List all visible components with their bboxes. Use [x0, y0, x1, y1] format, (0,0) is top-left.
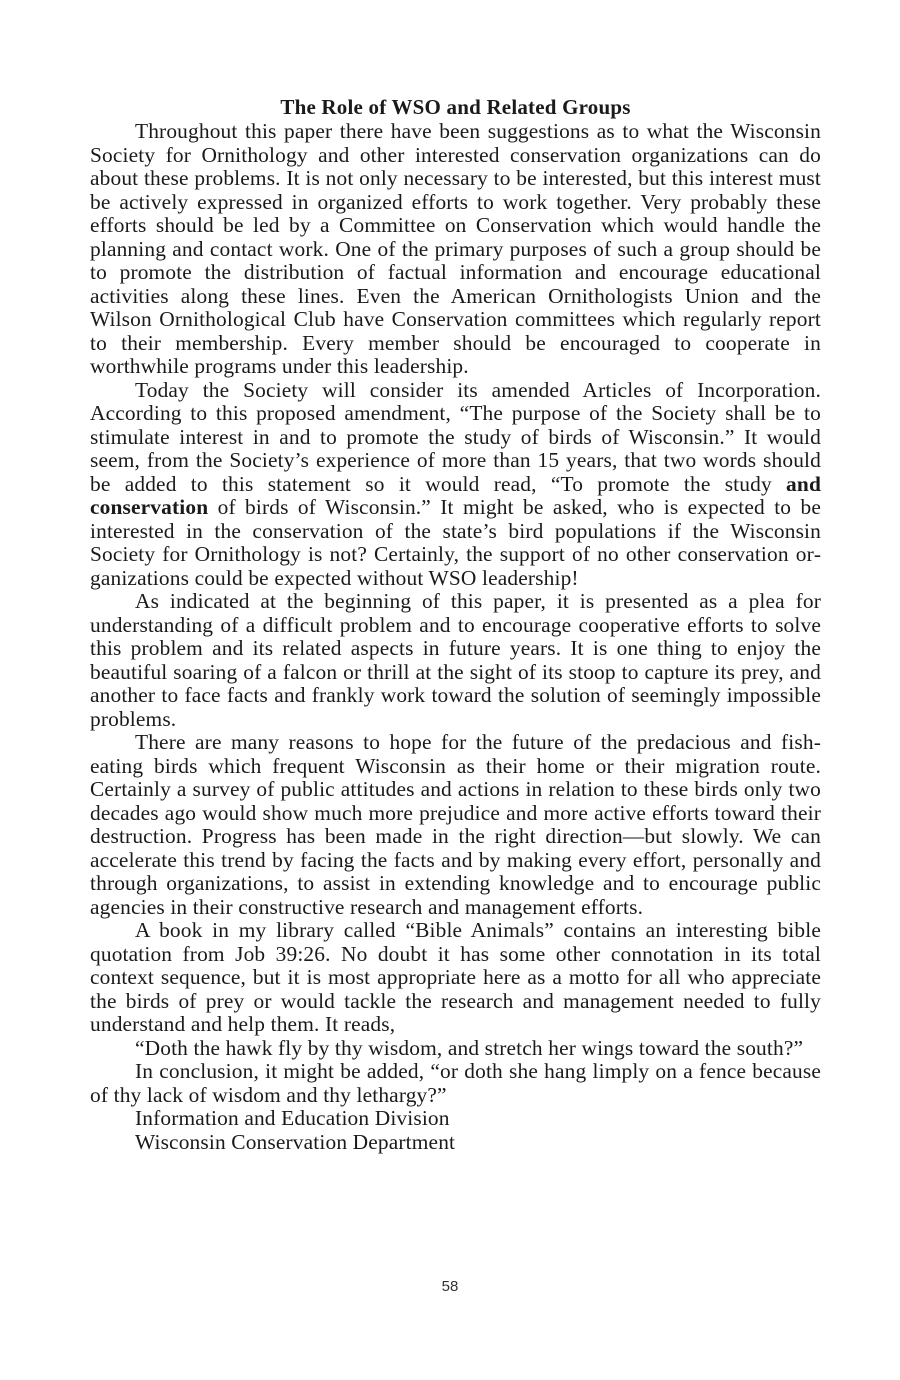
- paragraph-plea-for-understanding: As indicated at the beginning of this paper, it is presented as a plea for understanding of a difficult problem and to encourage cooperative efforts to solve this problem and its related aspects in future years. It is one thing to enjoy the beautiful soaring of a falcon or thrill at the sight of its stoop to capture its prey, and another to face facts and frankly work toward the solution of seemingly impossible problems.: [90, 589, 821, 731]
- paragraph-wso-conservation-committee: Throughout this paper there have been suggestions as to what the Wisconsin Society for Ornithology and other interested conservation organizations can do about these problems. It is not only necessary to be interested, but this interest must be actively expressed in organized efforts to work together. Very probably these efforts should be led by a Committee on Conservation which would handle the planning and contact work. One of the primary purposes of such a group should be to promote the distribution of factual information and encourage educational activities along these lines. Even the American Ornithologists Union and the Wilson Ornithological Club have Conservation committees which regularly report to their membership. Every member should be encouraged to cooperate in worthwhile programs under this leadership.: [90, 119, 821, 378]
- paragraph-reasons-to-hope: There are many reasons to hope for the future of the predacious and fish-eating birds which frequent Wisconsin as their home or their migration route. Certainly a survey of public attitudes and actions in relation to these birds only two decades ago would show much more prejudice and more active efforts toward their destruction. Progress has been made in the right direction—but slowly. We can accelerate this trend by facing the facts and by making every effort, personally and through organizations, to assist in extending knowledge and to encourage public agencies in their constructive research and management efforts.: [90, 730, 821, 919]
- page-number: 58: [441, 1278, 459, 1295]
- paragraph-bible-animals: A book in my library called “Bible Animals” contains an interesting bible quotation from Job 39:26. No doubt it has some other connotation in its total context sequence, but it is most appropriate here as a motto for all who appreciate the birds of prey or would tackle the research and management needed to fully understand and help them. It reads,: [90, 918, 821, 1036]
- signature-department: Wisconsin Conservation Department: [135, 1129, 456, 1154]
- emphasis-text: and conservation: [90, 471, 821, 519]
- paragraph-text: Today the Society will consider its amended Articles of Incorporation. According to this proposed amendment, “The purpose of the Society shall be to stimulate interest in and to promote the study of birds of Wisconsin.” It would seem, from the Society’s experience of more than 15 years, that two words should be added to this statement so it would read, “To promote the study: [90, 377, 821, 496]
- signature-division: Information and Education Division: [135, 1106, 450, 1130]
- paragraph-text: of birds of Wisconsin.” It might be asked, who is expected to be interested in the conservation of the state’s bird populations if the Wisconsin Society for Ornithology is not? Certainly, the support of no other conservation organizations could be expected without WSO leadership!: [90, 495, 821, 590]
- section-heading: The Role of WSO and Related Groups: [280, 95, 631, 119]
- text-column: [90, 94, 821, 1154]
- paragraph-conclusion: In conclusion, it might be added, “or doth she hang limply on a fence because of thy lack of wisdom and thy lethargy?”: [90, 1059, 821, 1107]
- paragraph-articles-of-incorporation: [90, 379, 821, 591]
- bible-quotation: “Doth the hawk fly by thy wisdom, and stretch her wings toward the south?”: [135, 1035, 804, 1060]
